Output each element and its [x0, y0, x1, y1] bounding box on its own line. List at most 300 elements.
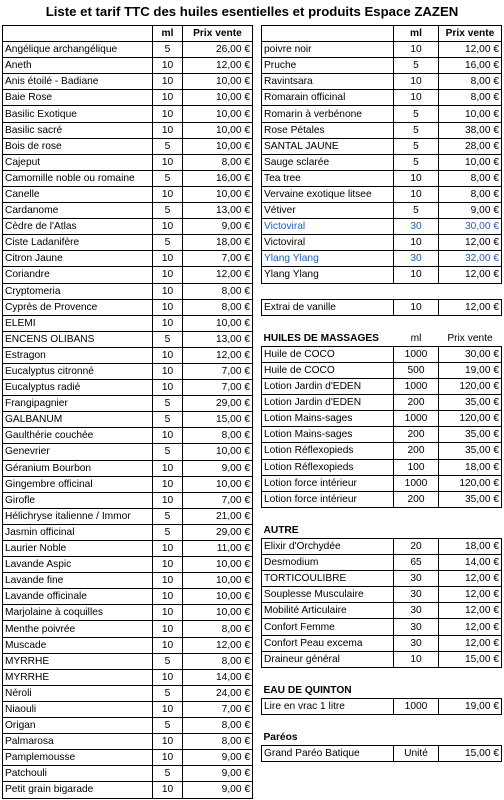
product-price: 10,00 €	[183, 605, 253, 621]
table-row	[3, 106, 253, 122]
product-name: Baie Rose	[3, 90, 153, 106]
product-name: Lotion Mains-sages	[262, 411, 394, 427]
product-name: Mobilité Articulaire	[262, 603, 394, 619]
product-price: 26,00 €	[183, 42, 253, 58]
product-name: Desmodium	[262, 555, 394, 571]
product-price: 11,00 €	[183, 541, 253, 557]
product-price: 12,00 €	[183, 347, 253, 363]
table-row	[262, 603, 502, 619]
product-name: Citron Jaune	[3, 251, 153, 267]
product-price: 12,00 €	[439, 619, 502, 635]
product-ml: 5	[153, 718, 183, 734]
spacer-row	[262, 507, 502, 523]
product-price: 10,00 €	[183, 106, 253, 122]
product-name: Confort Femme	[262, 619, 394, 635]
table-row	[3, 122, 253, 138]
product-price: 32,00 €	[439, 251, 502, 267]
right-price-table	[261, 25, 502, 762]
product-price: 9,00 €	[183, 460, 253, 476]
product-price: 15,00 €	[183, 412, 253, 428]
product-price: 7,00 €	[183, 701, 253, 717]
product-ml: 5	[153, 524, 183, 540]
product-name: Coriandre	[3, 267, 153, 283]
product-ml: 10	[153, 122, 183, 138]
section-title: HUILES DE MASSAGES	[263, 332, 379, 344]
product-name: Camomille noble ou romaine	[3, 170, 153, 186]
product-name: Lotion Jardin d'EDEN	[262, 395, 394, 411]
product-ml: 200	[394, 427, 439, 443]
product-price: 12,00 €	[183, 58, 253, 74]
quinton-header-row	[262, 683, 502, 699]
table-row	[3, 219, 253, 235]
product-ml: 10	[394, 299, 439, 315]
product-price: 120,00 €	[439, 475, 502, 491]
table-row	[262, 443, 502, 459]
product-price: 8,00 €	[183, 299, 253, 315]
table-row	[262, 186, 502, 202]
table-row	[262, 235, 502, 251]
product-ml: 10	[153, 347, 183, 363]
product-price: 12,00 €	[439, 267, 502, 283]
product-price: 10,00 €	[183, 476, 253, 492]
product-price: 12,00 €	[439, 235, 502, 251]
product-ml: 200	[394, 443, 439, 459]
section-ml-header: ml	[410, 332, 422, 344]
product-ml: 200	[394, 491, 439, 507]
product-name: Canelle	[3, 186, 153, 202]
product-ml: 30	[394, 251, 439, 267]
table-row	[3, 396, 253, 412]
product-name: Cyprès de Provence	[3, 299, 153, 315]
product-price: 12,00 €	[183, 637, 253, 653]
product-price: 10,00 €	[183, 315, 253, 331]
product-ml: 10	[394, 267, 439, 283]
product-ml: 5	[153, 170, 183, 186]
product-price: 12,00 €	[439, 635, 502, 651]
table-row	[3, 412, 253, 428]
section-title: AUTRE	[263, 524, 299, 536]
product-name: Ylang Ylang	[262, 267, 394, 283]
product-ml: 10	[153, 380, 183, 396]
product-price: 8,00 €	[183, 621, 253, 637]
product-price: 10,00 €	[439, 154, 502, 170]
product-ml: 10	[153, 637, 183, 653]
product-ml: 10	[153, 476, 183, 492]
product-name: Rose Pétales	[262, 122, 394, 138]
table-row	[3, 653, 253, 669]
product-price: 13,00 €	[183, 331, 253, 347]
left-header-price: Prix vente	[183, 26, 253, 42]
table-row	[3, 621, 253, 637]
product-ml: 500	[394, 362, 439, 378]
table-row	[262, 90, 502, 106]
autre-header-row	[262, 523, 502, 539]
product-name: Basilic Exotique	[3, 106, 153, 122]
product-price: 8,00 €	[439, 186, 502, 202]
right-header-ml: ml	[394, 26, 439, 42]
product-ml: 10	[394, 186, 439, 202]
table-row	[262, 138, 502, 154]
product-price: 18,00 €	[439, 539, 502, 555]
product-price: 120,00 €	[439, 379, 502, 395]
table-row	[3, 701, 253, 717]
product-price: 10,00 €	[183, 74, 253, 90]
product-name: Ravintsara	[262, 74, 394, 90]
product-name: Origan	[3, 718, 153, 734]
product-ml: 10	[153, 492, 183, 508]
product-name: Néroli	[3, 685, 153, 701]
product-name: Ylang Ylang	[262, 251, 394, 267]
table-row	[3, 283, 253, 299]
product-ml: 5	[394, 58, 439, 74]
product-name: Lotion force intérieur	[262, 491, 394, 507]
table-row	[262, 651, 502, 667]
product-name: Lavande Aspic	[3, 557, 153, 573]
product-ml: 1000	[394, 379, 439, 395]
product-price: 35,00 €	[439, 491, 502, 507]
section-title: EAU DE QUINTON	[263, 684, 352, 696]
table-row	[3, 154, 253, 170]
spacer-row	[262, 715, 502, 731]
product-ml: 100	[394, 459, 439, 475]
table-row	[262, 555, 502, 571]
product-price: 19,00 €	[439, 698, 502, 714]
product-ml: 30	[394, 619, 439, 635]
product-ml: 30	[394, 571, 439, 587]
product-name: Lotion Réflexopieds	[262, 443, 394, 459]
product-ml: 10	[394, 42, 439, 58]
product-ml: 10	[394, 651, 439, 667]
product-price: 10,00 €	[183, 444, 253, 460]
product-price: 10,00 €	[439, 106, 502, 122]
product-name: Huile de COCO	[262, 362, 394, 378]
product-name: Angélique archangélique	[3, 42, 153, 58]
product-price: 8,00 €	[183, 428, 253, 444]
product-price: 35,00 €	[439, 395, 502, 411]
product-name: Niaouli	[3, 701, 153, 717]
table-row	[262, 539, 502, 555]
table-row	[3, 444, 253, 460]
product-ml: 10	[153, 750, 183, 766]
product-price: 12,00 €	[439, 587, 502, 603]
table-row	[262, 154, 502, 170]
table-row	[3, 669, 253, 685]
product-price: 16,00 €	[183, 170, 253, 186]
product-price: 16,00 €	[439, 58, 502, 74]
product-name: Tea tree	[262, 170, 394, 186]
quinton-row	[262, 698, 502, 714]
product-ml: 10	[153, 701, 183, 717]
table-row	[262, 459, 502, 475]
product-name: MYRRHE	[3, 653, 153, 669]
product-price: 21,00 €	[183, 508, 253, 524]
product-ml: 10	[153, 219, 183, 235]
product-ml: 5	[394, 203, 439, 219]
product-ml: 10	[153, 589, 183, 605]
product-price: 15,00 €	[439, 651, 502, 667]
table-row	[262, 58, 502, 74]
product-ml: 20	[394, 539, 439, 555]
product-name: Lire en vrac 1 litre	[262, 698, 394, 714]
product-name: Genevrier	[3, 444, 153, 460]
product-price: 8,00 €	[183, 154, 253, 170]
product-name: Vervaine exotique litsee	[262, 186, 394, 202]
table-row	[3, 589, 253, 605]
product-ml: 10	[153, 267, 183, 283]
product-price: 15,00 €	[439, 746, 502, 762]
product-name: Girofle	[3, 492, 153, 508]
table-row	[3, 605, 253, 621]
spacer-row	[262, 667, 502, 683]
table-row	[3, 267, 253, 283]
product-name: ENCENS OLIBANS	[3, 331, 153, 347]
spacer-row	[262, 315, 502, 331]
product-name: Jasmin officinal	[3, 524, 153, 540]
table-row	[3, 251, 253, 267]
product-name: Frangipagnier	[3, 396, 153, 412]
product-name: Géranium Bourbon	[3, 460, 153, 476]
product-price: 8,00 €	[183, 734, 253, 750]
product-name: Confort Peau excema	[262, 635, 394, 651]
product-ml: 10	[153, 428, 183, 444]
product-name: Extrai de vanille	[262, 299, 394, 315]
table-row	[3, 380, 253, 396]
product-name: Aneth	[3, 58, 153, 74]
product-ml: 1000	[394, 698, 439, 714]
product-ml: Unité	[394, 746, 439, 762]
product-ml: 5	[153, 203, 183, 219]
table-row	[3, 541, 253, 557]
table-row	[3, 138, 253, 154]
product-name: Huile de COCO	[262, 346, 394, 362]
product-name: Cajeput	[3, 154, 153, 170]
product-ml: 10	[394, 235, 439, 251]
product-price: 30,00 €	[439, 346, 502, 362]
product-name: Bois de rose	[3, 138, 153, 154]
product-price: 12,00 €	[439, 603, 502, 619]
left-header-name	[3, 26, 153, 42]
product-ml: 5	[394, 106, 439, 122]
product-price: 10,00 €	[183, 589, 253, 605]
product-price: 14,00 €	[183, 669, 253, 685]
product-name: poivre noir	[262, 42, 394, 58]
product-ml: 5	[394, 122, 439, 138]
product-name: Cardanome	[3, 203, 153, 219]
table-row	[3, 573, 253, 589]
product-ml: 10	[153, 669, 183, 685]
table-row	[3, 74, 253, 90]
table-row	[3, 766, 253, 782]
product-name: Grand Paréo Batique	[262, 746, 394, 762]
product-name: Cèdre de l'Atlas	[3, 219, 153, 235]
product-name: Estragon	[3, 347, 153, 363]
table-row	[3, 460, 253, 476]
table-row	[3, 42, 253, 58]
product-ml: 10	[153, 782, 183, 798]
product-name: Muscade	[3, 637, 153, 653]
product-price: 7,00 €	[183, 492, 253, 508]
product-name: Sauge sclarée	[262, 154, 394, 170]
product-price: 18,00 €	[439, 459, 502, 475]
product-price: 8,00 €	[439, 74, 502, 90]
product-price: 29,00 €	[183, 524, 253, 540]
table-row	[3, 428, 253, 444]
right-header-name	[262, 26, 394, 42]
table-row	[3, 750, 253, 766]
product-ml: 10	[153, 90, 183, 106]
product-name: Pruche	[262, 58, 394, 74]
table-row	[3, 299, 253, 315]
product-ml: 10	[153, 106, 183, 122]
product-name: Lotion Jardin d'EDEN	[262, 379, 394, 395]
product-ml: 65	[394, 555, 439, 571]
product-price: 7,00 €	[183, 380, 253, 396]
table-row	[262, 203, 502, 219]
table-row	[3, 718, 253, 734]
table-row	[3, 90, 253, 106]
table-row	[262, 427, 502, 443]
product-name: Vétiver	[262, 203, 394, 219]
product-name: Laurier Noble	[3, 541, 153, 557]
product-ml: 10	[153, 283, 183, 299]
product-name: Romarain officinal	[262, 90, 394, 106]
product-name: Palmarosa	[3, 734, 153, 750]
product-ml: 30	[394, 587, 439, 603]
product-name: SANTAL JAUNE	[262, 138, 394, 154]
product-name: Victoviral	[262, 235, 394, 251]
product-ml: 10	[153, 605, 183, 621]
product-name: Petit grain bigarade	[3, 782, 153, 798]
table-row	[262, 106, 502, 122]
product-ml: 10	[153, 557, 183, 573]
table-row	[262, 219, 502, 235]
table-row	[3, 637, 253, 653]
table-row	[262, 379, 502, 395]
product-ml: 10	[153, 74, 183, 90]
product-price: 8,00 €	[183, 283, 253, 299]
section-title: Paréos	[263, 732, 298, 744]
product-ml: 1000	[394, 475, 439, 491]
table-row	[262, 122, 502, 138]
product-ml: 10	[394, 170, 439, 186]
table-row	[262, 267, 502, 283]
pareos-row	[262, 746, 502, 762]
product-ml: 5	[394, 138, 439, 154]
product-name: Eucalyptus radié	[3, 380, 153, 396]
product-ml: 10	[153, 186, 183, 202]
table-row	[3, 315, 253, 331]
product-ml: 30	[394, 603, 439, 619]
product-price: 12,00 €	[183, 267, 253, 283]
product-price: 29,00 €	[183, 396, 253, 412]
product-price: 12,00 €	[439, 299, 502, 315]
product-price: 10,00 €	[183, 138, 253, 154]
product-price: 10,00 €	[183, 557, 253, 573]
product-price: 9,00 €	[183, 766, 253, 782]
product-ml: 5	[153, 396, 183, 412]
product-ml: 10	[153, 363, 183, 379]
product-name: Souplesse Musculaire	[262, 587, 394, 603]
table-row	[3, 734, 253, 750]
product-ml: 5	[153, 42, 183, 58]
spacer-row	[262, 283, 502, 299]
product-name: Lavande officinale	[3, 589, 153, 605]
product-name: Marjolaine à coquilles	[3, 605, 153, 621]
product-name: Romarin à verbénone	[262, 106, 394, 122]
table-row	[3, 186, 253, 202]
product-price: 8,00 €	[439, 170, 502, 186]
product-name: Ciste Ladanifère	[3, 235, 153, 251]
product-ml: 5	[394, 154, 439, 170]
table-row	[3, 203, 253, 219]
product-price: 9,00 €	[183, 219, 253, 235]
left-price-table	[2, 25, 253, 799]
product-price: 28,00 €	[439, 138, 502, 154]
table-row	[3, 492, 253, 508]
product-ml: 10	[153, 573, 183, 589]
product-price: 120,00 €	[439, 411, 502, 427]
product-price: 12,00 €	[439, 42, 502, 58]
product-price: 35,00 €	[439, 427, 502, 443]
product-name: ELEMI	[3, 315, 153, 331]
product-name: Gingembre officinal	[3, 476, 153, 492]
product-ml: 200	[394, 395, 439, 411]
table-row	[3, 347, 253, 363]
table-row	[262, 170, 502, 186]
product-ml: 10	[153, 460, 183, 476]
product-price: 10,00 €	[183, 122, 253, 138]
product-ml: 10	[153, 58, 183, 74]
product-name: Lotion Mains-sages	[262, 427, 394, 443]
product-price: 10,00 €	[183, 186, 253, 202]
table-row	[3, 363, 253, 379]
product-ml: 10	[153, 299, 183, 315]
table-row	[262, 362, 502, 378]
product-name: GALBANUM	[3, 412, 153, 428]
product-price: 9,00 €	[183, 782, 253, 798]
product-name: Eucalyptus citronné	[3, 363, 153, 379]
product-price: 38,00 €	[439, 122, 502, 138]
product-name: Hélichryse italienne / Immor	[3, 508, 153, 524]
table-row	[3, 331, 253, 347]
product-price: 8,00 €	[439, 90, 502, 106]
section-price-header: Prix vente	[447, 332, 493, 344]
left-header-ml: ml	[153, 26, 183, 42]
product-ml: 10	[153, 251, 183, 267]
product-name: Cryptomeria	[3, 283, 153, 299]
table-row	[3, 685, 253, 701]
left-header-row	[3, 26, 253, 42]
table-row	[262, 475, 502, 491]
product-name: Patchouli	[3, 766, 153, 782]
product-ml: 10	[153, 315, 183, 331]
product-name: Elixir d'Orchydée	[262, 539, 394, 555]
table-row	[262, 251, 502, 267]
product-ml: 5	[153, 138, 183, 154]
table-row	[3, 170, 253, 186]
product-name: TORTICOULIBRE	[262, 571, 394, 587]
table-row	[3, 782, 253, 798]
product-ml: 10	[394, 74, 439, 90]
table-row	[3, 557, 253, 573]
product-price: 19,00 €	[439, 362, 502, 378]
right-header-price: Prix vente	[439, 26, 502, 42]
table-row	[262, 395, 502, 411]
table-row	[262, 346, 502, 362]
product-price: 10,00 €	[183, 90, 253, 106]
table-row	[262, 619, 502, 635]
vanille-row	[262, 299, 502, 315]
